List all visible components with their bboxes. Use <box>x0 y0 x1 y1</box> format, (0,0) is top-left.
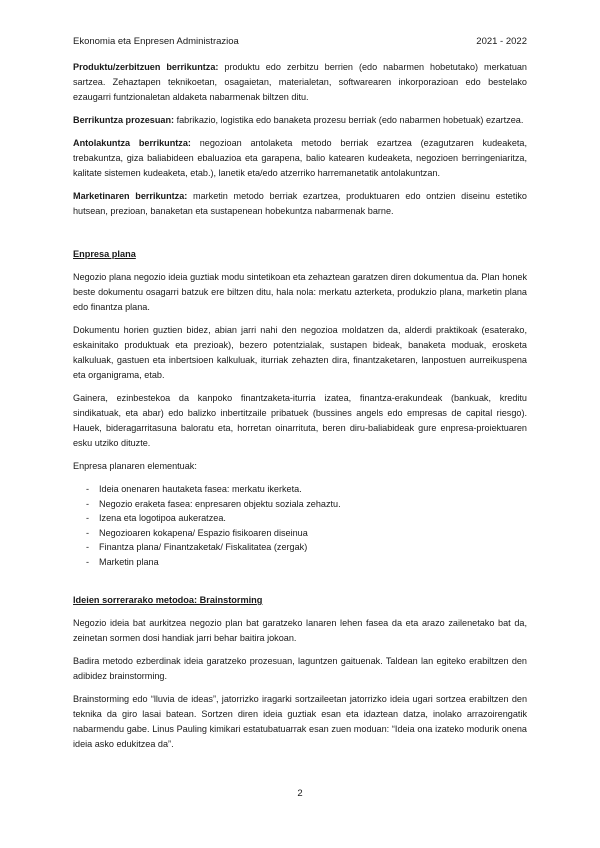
paragraph: Gainera, ezinbestekoa da kanpoko finantzaketa-iturria izatea, finantza-erakundeak (bankuak, kreditu sindikatuak, eta abar) edo balizko inbertitzaile pribatuek (bussines angels edo empresas de capital riesgo). Hauek, bideragarritasuna baloratu eta, horretan oinarrituta, beren diru-baliabideak gure enpresa-proiektuaren esku utziko dituzte. <box>73 393 527 448</box>
list-intro: Enpresa planaren elementuak: <box>73 461 197 471</box>
list-item: - Negozioaren kokapena/ Espazio fisikoaren diseinua <box>86 527 308 538</box>
list-item: - Ideia onenaren hautaketa fasea: merkatu ikerketa. <box>86 484 302 494</box>
list-item: - Negozio eraketa fasea: enpresaren objektu soziala zehaztu. <box>86 498 341 509</box>
paragraph: Dokumentu horien guztien bidez, abian jarri nahi den negozioa moldatzen da, alderdi praktikoak (esaterako, eskainitako produktuak eta prezioak), bezero potentzialak, sustapen bideak, banaketa moduak, erosketa kalkuluak, gastuen eta inbertsioen kalkuluak, iturriak zehazten dira, finantzaketaren, lanpostuen aurreikuspena eta organigrama, etab. <box>73 325 527 380</box>
page-number: 2 <box>297 788 303 799</box>
innovation-product <box>73 60 527 105</box>
innovation-text: marketin metodo berriak ezartzea, produktuaren edo ontzien diseinu estetiko hutsean, prezioan, banaketan eta sustapenean hobekuntza nabarmenak barne. <box>73 191 527 216</box>
innovation-text: fabrikazio, logistika edo banaketa prozesu berriak (edo nabarmen hobetuak) ezartzea. <box>174 115 524 125</box>
list-item: - Marketin plana <box>86 556 159 567</box>
innovation-process <box>73 113 527 128</box>
innovation-term: Antolakuntza berrikuntza: <box>73 138 191 148</box>
innovation-organization <box>73 136 527 181</box>
innovation-text: produktu edo zerbitzu berrien (edo nabarmen hobetutako) merkatuan sartzea. Zehaztapen teknikoetan, osagaietan, materialetan, softwarearen inkorporazioan edo bestelako ezaugarri funtzionaletan aldaketa nabarmenak biltzen ditu. <box>73 62 527 102</box>
innovation-marketing <box>73 189 527 219</box>
plan-elements-list <box>73 482 527 569</box>
header-course-title: Ekonomia eta Enpresen Administrazioa <box>73 36 239 47</box>
page-content <box>73 60 527 760</box>
paragraph: Badira metodo ezberdinak ideia garatzeko prozesuan, laguntzen gaituenak. Taldean lan egiteko erabiltzen den adibidez brainstorming. <box>73 656 527 681</box>
paragraph: Negozio ideia bat aurkitzea negozio plan bat garatzeko lanaren lehen fasea da eta arazo zailenetako bat da, zeinetan sormen dosi handiak jarri behar baitira jokoan. <box>73 618 527 643</box>
innovation-term: Produktu/zerbitzuen berrikuntza: <box>73 62 219 72</box>
section-heading-business-plan: Enpresa plana <box>73 249 136 259</box>
innovation-term: Berrikuntza prozesuan: <box>73 115 175 125</box>
page-header <box>73 36 527 50</box>
paragraph: Negozio plana negozio ideia guztiak modu sintetikoan eta zehaztean garatzen diren dokumentua da. Plan honek beste dokumentu osagarri batzuk ere biltzen ditu, hala nola: merkatu azterketa, produkzio plana, marketin plana edo finantza plana. <box>73 272 527 312</box>
paragraph: Brainstorming edo “lluvia de ideas”, jatorrizko iragarki sortzaileetan jatorrizko ideia ugari sortzea erabiltzen den teknika da giro lasai batean. Sortzen diren ideia guztiak esan eta idaztean datza, inolako arrazoirengatik nabarmendu gabe. Linus Pauling kimikari estatubatuarrak esan zuen moduan: “Ideia ona izateko modurik onena ideia asko edukitzea da”. <box>73 694 527 749</box>
innovation-text: negozioan antolaketa metodo berriak ezartzea (ezagutzaren kudeaketa, trebakuntza, giza baliabideen ebaluazioa eta garapena, balio katearen kudeaketa, negozioen berringeniaritza, kalitate sistemen kudeaketa, etab.), lanetik eta/edo atzerriko harremanetatik antolakuntzan. <box>73 138 527 178</box>
innovation-term: Marketinaren berrikuntza: <box>73 191 188 201</box>
list-item: - Finantza plana/ Finantzaketak/ Fiskalitatea (zergak) <box>86 542 308 552</box>
section-heading-brainstorming: Ideien sorrerarako metodoa: Brainstorming <box>73 595 263 605</box>
header-academic-year: 2021 - 2022 <box>476 36 527 47</box>
list-item: - Izena eta logotipoa aukeratzea. <box>86 513 226 523</box>
